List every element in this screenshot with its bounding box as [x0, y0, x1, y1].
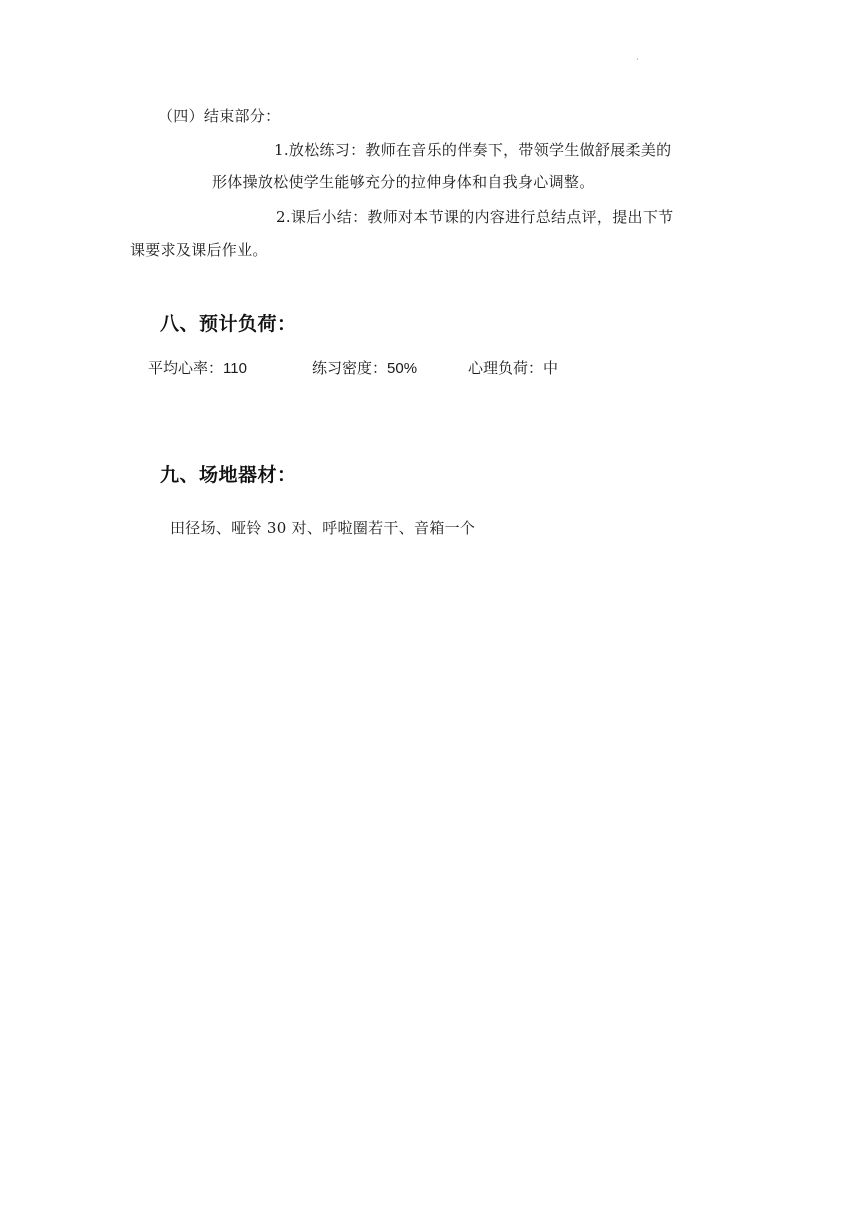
section-8-heading: 八、预计负荷： — [160, 313, 297, 335]
density-label: 练习密度： — [312, 359, 388, 377]
heart-rate — [148, 358, 247, 379]
heart-rate-label: 平均心率： — [148, 359, 224, 377]
exercise-density — [312, 358, 417, 379]
summary-line-1: 2.课后小结：教师对本节课的内容进行总结点评，提出下节 — [276, 208, 674, 226]
relax-exercise-line-2: 形体操放松使学生能够充分的拉伸身体和自我身心调整。 — [212, 173, 595, 191]
relax-exercise-line-1: 1.放松练习：教师在音乐的伴奏下，带领学生做舒展柔美的 — [274, 141, 672, 159]
corner-mark: · — [636, 55, 639, 64]
heart-rate-value: 110 — [223, 360, 247, 377]
mental-load: 心理负荷：中 — [468, 359, 559, 377]
section-9-heading: 九、场地器材： — [160, 464, 297, 486]
equipment-list: 田径场、哑铃 30 对、呼啦圈若干、音箱一个 — [170, 519, 476, 537]
summary-line-2: 课要求及课后作业。 — [130, 241, 268, 259]
density-value: 50% — [387, 360, 418, 377]
ending-section-title: （四）结束部分： — [158, 107, 281, 125]
